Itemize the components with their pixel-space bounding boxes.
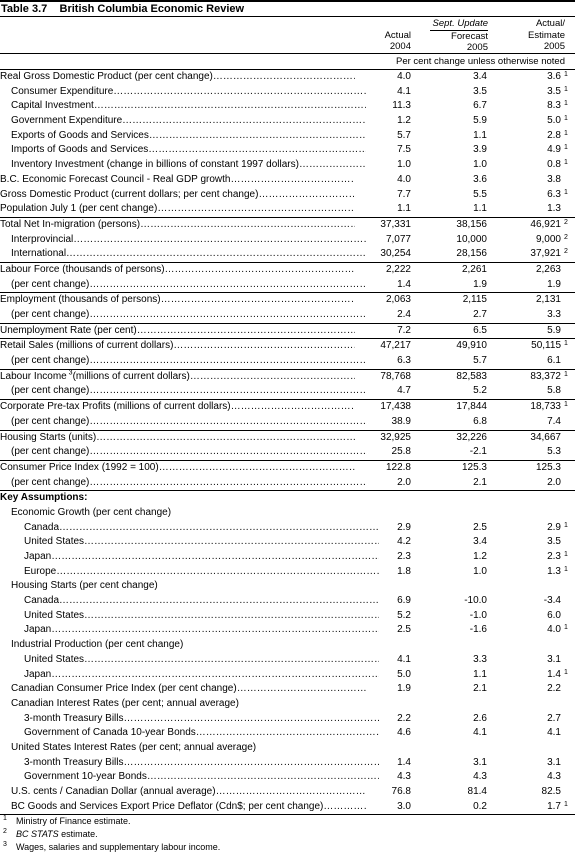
table-row (0, 430, 575, 446)
row-value: 83,372 (530, 370, 561, 382)
row-label: Housing Starts (per cent change) (11, 580, 158, 592)
row-value: 4.3 (547, 771, 561, 783)
row-label: (per cent change) ………………………………………………………………………………………………………………………………………………………………………………………… (0, 415, 366, 430)
row-label: (per cent change) ………………………………………………………………………………………………………………………………………………………………………………………… (0, 308, 366, 323)
table-row (0, 233, 575, 248)
table-row (0, 609, 575, 624)
table-row (0, 338, 575, 354)
row-value: 1.3 (547, 203, 561, 215)
row-value: 82,583 (456, 370, 487, 382)
row-value: 5.3 (547, 446, 561, 458)
row-label: 3-month Treasury Bills ………………………………………………………………………………………………………………………………………………………………………………………… (0, 712, 379, 727)
row-value: 2.8 (547, 129, 561, 141)
row-label: Japan ………………………………………………………………………………………………………………………………………………………………………………………… (0, 623, 379, 638)
row-value: 2.0 (397, 476, 411, 488)
table-row (0, 550, 575, 565)
row-value: 3.6 (547, 71, 561, 82)
row-label: Labour Force (thousands of persons) ………………………………………………………………………………………………………………………………………………………………………………………… (0, 263, 355, 278)
row-value: 6.0 (547, 609, 561, 621)
footnote-marker: 1 (564, 129, 568, 137)
row-value: 2.6 (473, 712, 487, 724)
footnote-marker: 1 (564, 85, 568, 93)
table-heading: British Columbia Economic Review (59, 3, 245, 15)
row-value: 47,217 (380, 340, 411, 352)
table-row (0, 114, 575, 129)
row-value: 30,254 (380, 248, 411, 260)
row-value: 6.3 (397, 355, 411, 367)
table-row (0, 682, 575, 697)
row-value: 1.1 (397, 203, 411, 215)
footnote-marker: 1 (564, 144, 568, 152)
row-value: 0.8 (547, 159, 561, 171)
row-label: Canadian Interest Rates (per cent; annual average) (11, 697, 239, 709)
row-value: 3.9 (473, 144, 487, 156)
row-value: 4.3 (397, 771, 411, 783)
row-value: 10,000 (456, 233, 487, 245)
row-value: -1.6 (469, 624, 487, 636)
row-value: 1.3 (547, 565, 561, 577)
row-label: Inventory Investment (change in billions of constant 1997 dollars) ………………………………………………………………………………………………………………………………………………………………………………………… (0, 158, 366, 173)
row-label: United States ………………………………………………………………………………………………………………………………………………………………………………………… (0, 609, 379, 624)
row-label: Interprovincial ………………………………………………………………………………………………………………………………………………………………………………………… (0, 233, 366, 248)
row-value: 1.7 (547, 800, 561, 812)
row-value: 6.7 (473, 100, 487, 112)
table-row (0, 460, 575, 476)
row-label: Capital Investment ………………………………………………………………………………………………………………………………………………………………………………………… (0, 99, 366, 114)
row-value: 78,768 (380, 370, 411, 382)
row-value: 50,115 (531, 340, 561, 352)
footnote-marker: 1 (564, 401, 568, 409)
row-value: 25.8 (391, 446, 411, 458)
row-value: 2,261 (461, 263, 487, 275)
row-value: -10.0 (464, 595, 487, 607)
row-value: 76.8 (391, 786, 411, 797)
row-value: 5.7 (473, 355, 487, 367)
row-value: 1.2 (473, 551, 487, 562)
table-row (0, 173, 575, 188)
row-value: 2.2 (397, 712, 411, 724)
row-label: Key Assumptions: (0, 492, 88, 504)
row-value: 4.0 (397, 173, 411, 185)
table-row (0, 158, 575, 173)
row-label: (per cent change) ………………………………………………………………………………………………………………………………………………………………………………………… (0, 476, 366, 491)
row-value: 6.3 (547, 188, 561, 200)
table-row (0, 623, 575, 638)
footnotes (0, 814, 575, 854)
table-row (0, 579, 575, 594)
table-row (0, 668, 575, 683)
footnote-marker: 1 (564, 188, 568, 196)
row-value: 37,331 (380, 218, 411, 230)
row-value: 3.1 (547, 756, 561, 768)
column-forecast-2005: Sept. Update Forecast 2005 (430, 18, 488, 54)
table-row (0, 756, 575, 771)
row-value: 3.5 (547, 85, 561, 97)
row-value: 5.8 (547, 385, 561, 397)
table-row (0, 594, 575, 609)
row-label: Japan ………………………………………………………………………………………………………………………………………………………………………………………… (0, 668, 379, 683)
row-value: 4.0 (397, 71, 411, 82)
row-label: (per cent change) ………………………………………………………………………………………………………………………………………………………………………………………… (0, 278, 366, 293)
row-value: 38.9 (391, 415, 411, 427)
row-value: -1.0 (469, 609, 487, 621)
table-row (0, 143, 575, 158)
table-row (0, 70, 575, 85)
row-value: 5.7 (397, 129, 411, 141)
table-row (0, 726, 575, 741)
row-label: International ………………………………………………………………………………………………………………………………………………………………………………………… (0, 247, 366, 262)
row-label: Unemployment Rate (per cent) ………………………………………………………………………………………………………………………………………………………………………………………… (0, 324, 355, 339)
row-value: 7.5 (397, 144, 411, 156)
footnote-marker: 1 (564, 551, 568, 558)
table-row (0, 445, 575, 460)
table-row (0, 354, 575, 369)
row-label: Japan ………………………………………………………………………………………………………………………………………………………………………………………… (0, 550, 379, 565)
row-label: United States ………………………………………………………………………………………………………………………………………………………………………………………… (0, 653, 379, 668)
row-label: Government of Canada 10-year Bonds ………………………………………………………………………………………………………………………………………………………………………………………… (0, 726, 379, 741)
row-value: 7.2 (397, 324, 411, 336)
footnote-marker: 1 (564, 668, 568, 676)
row-value: 1.4 (547, 668, 561, 680)
table-row (0, 490, 575, 506)
row-value: 2,131 (535, 294, 561, 306)
row-value: 32,226 (456, 431, 487, 443)
row-label: Europe ………………………………………………………………………………………………………………………………………………………………………………………… (0, 565, 379, 580)
row-value: 125.3 (461, 461, 487, 473)
row-value: 5.5 (473, 188, 487, 200)
row-value: 7,077 (385, 233, 411, 245)
footnote: 2 BC STATS estimate. (3, 828, 98, 840)
footnote-marker: 1 (564, 565, 568, 573)
row-value: 49,910 (456, 340, 487, 352)
row-label: Canada ………………………………………………………………………………………………………………………………………………………………………………………… (0, 521, 379, 536)
row-value: 17,438 (380, 401, 411, 413)
column-header (0, 17, 575, 54)
footnote-marker: 1 (564, 71, 568, 78)
row-value: 0.2 (473, 800, 487, 812)
footnote-marker: 1 (564, 340, 568, 348)
row-label: Economic Growth (per cent change) (11, 506, 172, 518)
footnote: 3 Wages, salaries and supplementary labour income. (3, 841, 221, 853)
row-value: 2,263 (535, 263, 561, 275)
row-label: Housing Starts (units) ………………………………………………………………………………………………………………………………………………………………………………………… (0, 431, 355, 446)
row-label: Government Expenditure ………………………………………………………………………………………………………………………………………………………………………………………… (0, 114, 366, 129)
row-value: 4.1 (547, 727, 561, 739)
row-label: Real Gross Domestic Product (per cent change) ………………………………………………………………………………………………………………………………………………………………………………………… (0, 70, 355, 85)
row-label: Consumer Price Index (1992 = 100) ………………………………………………………………………………………………………………………………………………………………………………………… (0, 461, 355, 476)
table-row (0, 85, 575, 100)
row-value: 46,921 (530, 218, 561, 230)
row-label: B.C. Economic Forecast Council - Real GDP growth ………………………………………………………………………………………………………………………………………………………………………………………… (0, 173, 355, 188)
row-value: 2.7 (473, 309, 487, 320)
row-value: 3.5 (547, 536, 561, 548)
row-value: 2,063 (385, 294, 411, 306)
row-label: Imports of Goods and Services ………………………………………………………………………………………………………………………………………………………………………………………… (0, 143, 366, 158)
row-value: 6.8 (473, 415, 487, 427)
row-value: 2.5 (397, 624, 411, 636)
row-label: (per cent change) ………………………………………………………………………………………………………………………………………………………………………………………… (0, 445, 366, 460)
table-row (0, 506, 575, 521)
table-row (0, 278, 575, 293)
table-row (0, 384, 575, 399)
row-value: 3.6 (473, 173, 487, 185)
row-value: 122.8 (385, 461, 411, 473)
row-value: 1.0 (397, 159, 411, 171)
row-value: 7.4 (547, 415, 561, 427)
table-row (0, 129, 575, 144)
row-value: 32,925 (380, 431, 411, 443)
row-value: 4.7 (397, 385, 411, 397)
table-row (0, 247, 575, 262)
row-value: -2.1 (469, 446, 487, 458)
row-value: 9,000 (535, 233, 561, 245)
row-label: Exports of Goods and Services ………………………………………………………………………………………………………………………………………………………………………………………… (0, 129, 366, 144)
row-label: Gross Domestic Product (current dollars; per cent change) ………………………………………………………………………………………………………………………………………………………………………………………… (0, 188, 355, 203)
row-label: (per cent change) ………………………………………………………………………………………………………………………………………………………………………………………… (0, 384, 366, 399)
row-value: 37,921 (530, 248, 561, 260)
row-value: 5.2 (473, 385, 487, 397)
row-value: 5.2 (397, 609, 411, 621)
table-row (0, 770, 575, 785)
row-label: Canadian Consumer Price Index (per cent change) ………………………………………………………………………………………………………………………………………………………………………………………… (0, 682, 366, 697)
footnote-marker: 1 (564, 370, 568, 378)
row-value: 3.4 (473, 536, 487, 548)
table-title (0, 0, 575, 17)
row-value: 3.0 (397, 800, 411, 812)
table-row (0, 262, 575, 278)
table-row (0, 217, 575, 233)
row-value: 1.0 (473, 159, 487, 171)
row-label: (per cent change) ………………………………………………………………………………………………………………………………………………………………………………………… (0, 354, 366, 369)
table-body (0, 69, 575, 814)
row-value: 2.4 (397, 309, 411, 320)
table-row (0, 99, 575, 114)
row-value: 4.1 (397, 653, 411, 665)
row-value: 11.3 (392, 100, 411, 112)
row-label: Industrial Production (per cent change) (11, 639, 184, 651)
table-row (0, 202, 575, 217)
row-label: Total Net In-migration (persons) ………………………………………………………………………………………………………………………………………………………………………………………… (0, 218, 355, 233)
table-row (0, 308, 575, 323)
footnote-marker: 1 (564, 624, 568, 632)
row-value: 3.3 (473, 653, 487, 665)
row-label: U.S. cents / Canadian Dollar (annual average) ………………………………………………………………………………………………………………………………………………………………………………………… (0, 785, 366, 800)
row-value: 4.9 (547, 144, 561, 156)
footnote-marker: 1 (564, 115, 568, 123)
footnote-marker: 1 (564, 800, 568, 808)
column-actual-2004: Actual 2004 (384, 29, 411, 52)
table-row (0, 292, 575, 308)
row-value: 3.8 (547, 173, 561, 185)
footnote-marker: 1 (564, 100, 568, 108)
row-value: 3.5 (473, 85, 487, 97)
column-estimate-2005: Actual/ Estimate 2005 (528, 18, 565, 52)
row-value: 1.4 (397, 278, 411, 290)
row-value: 4.3 (473, 771, 487, 783)
row-label: Population July 1 (per cent change) ………………………………………………………………………………………………………………………………………………………………………………………… (0, 202, 355, 217)
table-row (0, 653, 575, 668)
row-value: 6.5 (473, 324, 487, 336)
row-value: 2.7 (547, 712, 561, 724)
table-row (0, 415, 575, 430)
row-value: 2.9 (547, 521, 561, 533)
row-value: 7.7 (397, 188, 411, 200)
row-value: 4.2 (397, 536, 411, 548)
row-value: -3.4 (543, 595, 561, 607)
row-value: 82.5 (541, 786, 561, 797)
row-value: 1.4 (397, 756, 411, 768)
footnote-marker: 2 (564, 233, 568, 241)
row-value: 17,844 (456, 401, 487, 413)
row-value: 4.0 (547, 624, 561, 636)
row-value: 3.1 (547, 653, 561, 665)
table-row (0, 800, 575, 815)
row-value: 18,733 (530, 401, 561, 413)
footnote-marker: 2 (564, 248, 568, 256)
table-row (0, 521, 575, 536)
row-value: 2.0 (547, 476, 561, 488)
table-row (0, 638, 575, 653)
row-value: 2.1 (473, 476, 487, 488)
row-value: 28,156 (456, 248, 487, 260)
unit-note: Per cent change unless otherwise noted (396, 56, 565, 67)
row-label: United States Interest Rates (per cent; annual average) (11, 741, 257, 753)
table-row (0, 697, 575, 712)
table-row (0, 369, 575, 385)
row-value: 1.9 (397, 683, 411, 695)
footnote-marker: 1 (564, 159, 568, 167)
row-value: 1.1 (473, 203, 487, 215)
row-value: 4.1 (473, 727, 487, 739)
row-label: Labour Income $^3$(millions of current dollars) ………………………………………………………………………………………………………………………………………………………………………………………… (0, 370, 355, 385)
row-value: 3.1 (473, 756, 487, 768)
row-value: 1.2 (397, 115, 411, 127)
row-value: 2.2 (547, 683, 561, 695)
row-value: 5.9 (473, 115, 487, 127)
row-value: 6.1 (547, 355, 561, 367)
row-value: 1.9 (547, 278, 561, 290)
row-label: BC Goods and Services Export Price Deflator (Cdn$; per cent change) ………………………………………………………………………………………………………………………………………………………………………………………… (0, 800, 366, 815)
row-value: 4.1 (397, 85, 411, 97)
row-label: United States ………………………………………………………………………………………………………………………………………………………………………………………… (0, 535, 379, 550)
row-label: Canada ………………………………………………………………………………………………………………………………………………………………………………………… (0, 594, 379, 609)
row-value: 38,156 (456, 218, 487, 230)
row-value: 3.3 (547, 309, 561, 320)
row-value: 6.9 (397, 595, 411, 607)
footnote-marker: 1 (564, 521, 568, 529)
row-label: Government 10-year Bonds ………………………………………………………………………………………………………………………………………………………………………………………… (0, 770, 379, 785)
row-label: Corporate Pre-tax Profits (millions of current dollars) ………………………………………………………………………………………………………………………………………………………………………………………… (0, 400, 355, 415)
row-value: 8.3 (547, 100, 561, 112)
row-value: 1.1 (473, 668, 487, 680)
table-row (0, 785, 575, 800)
row-value: 5.0 (547, 115, 561, 127)
row-value: 1.0 (473, 565, 487, 577)
footnote-marker: 2 (564, 218, 568, 226)
row-label: Retail Sales (millions of current dollars) ………………………………………………………………………………………………………………………………………………………………………………………… (0, 339, 355, 354)
table-row (0, 323, 575, 339)
row-value: 81.4 (467, 786, 487, 797)
row-value: 3.4 (473, 71, 487, 82)
footnote: 1 Ministry of Finance estimate. (3, 815, 131, 827)
row-value: 1.8 (397, 565, 411, 577)
row-value: 1.9 (473, 278, 487, 290)
row-value: 5.9 (547, 324, 561, 336)
row-value: 2.9 (397, 521, 411, 533)
row-value: 2,115 (462, 294, 487, 306)
table-row (0, 535, 575, 550)
row-value: 2,222 (385, 263, 411, 275)
table-row (0, 565, 575, 580)
row-value: 2.1 (473, 683, 487, 695)
row-label: Consumer Expenditure ………………………………………………………………………………………………………………………………………………………………………………………… (0, 85, 366, 100)
table-row (0, 188, 575, 203)
row-value: 34,667 (530, 431, 561, 443)
table-row (0, 712, 575, 727)
row-value: 1.1 (473, 129, 487, 141)
row-label: 3-month Treasury Bills ………………………………………………………………………………………………………………………………………………………………………………………… (0, 756, 379, 771)
row-value: 2.5 (473, 521, 487, 533)
table-row (0, 741, 575, 756)
row-value: 4.6 (397, 727, 411, 739)
table-row (0, 476, 575, 491)
row-value: 5.0 (397, 668, 411, 680)
table-row (0, 399, 575, 415)
row-label: Employment (thousands of persons) ………………………………………………………………………………………………………………………………………………………………………………………… (0, 293, 355, 308)
table-number: Table 3.7 (1, 3, 48, 15)
row-value: 2.3 (547, 551, 561, 562)
row-value: 125.3 (535, 461, 561, 473)
row-value: 2.3 (397, 551, 411, 562)
